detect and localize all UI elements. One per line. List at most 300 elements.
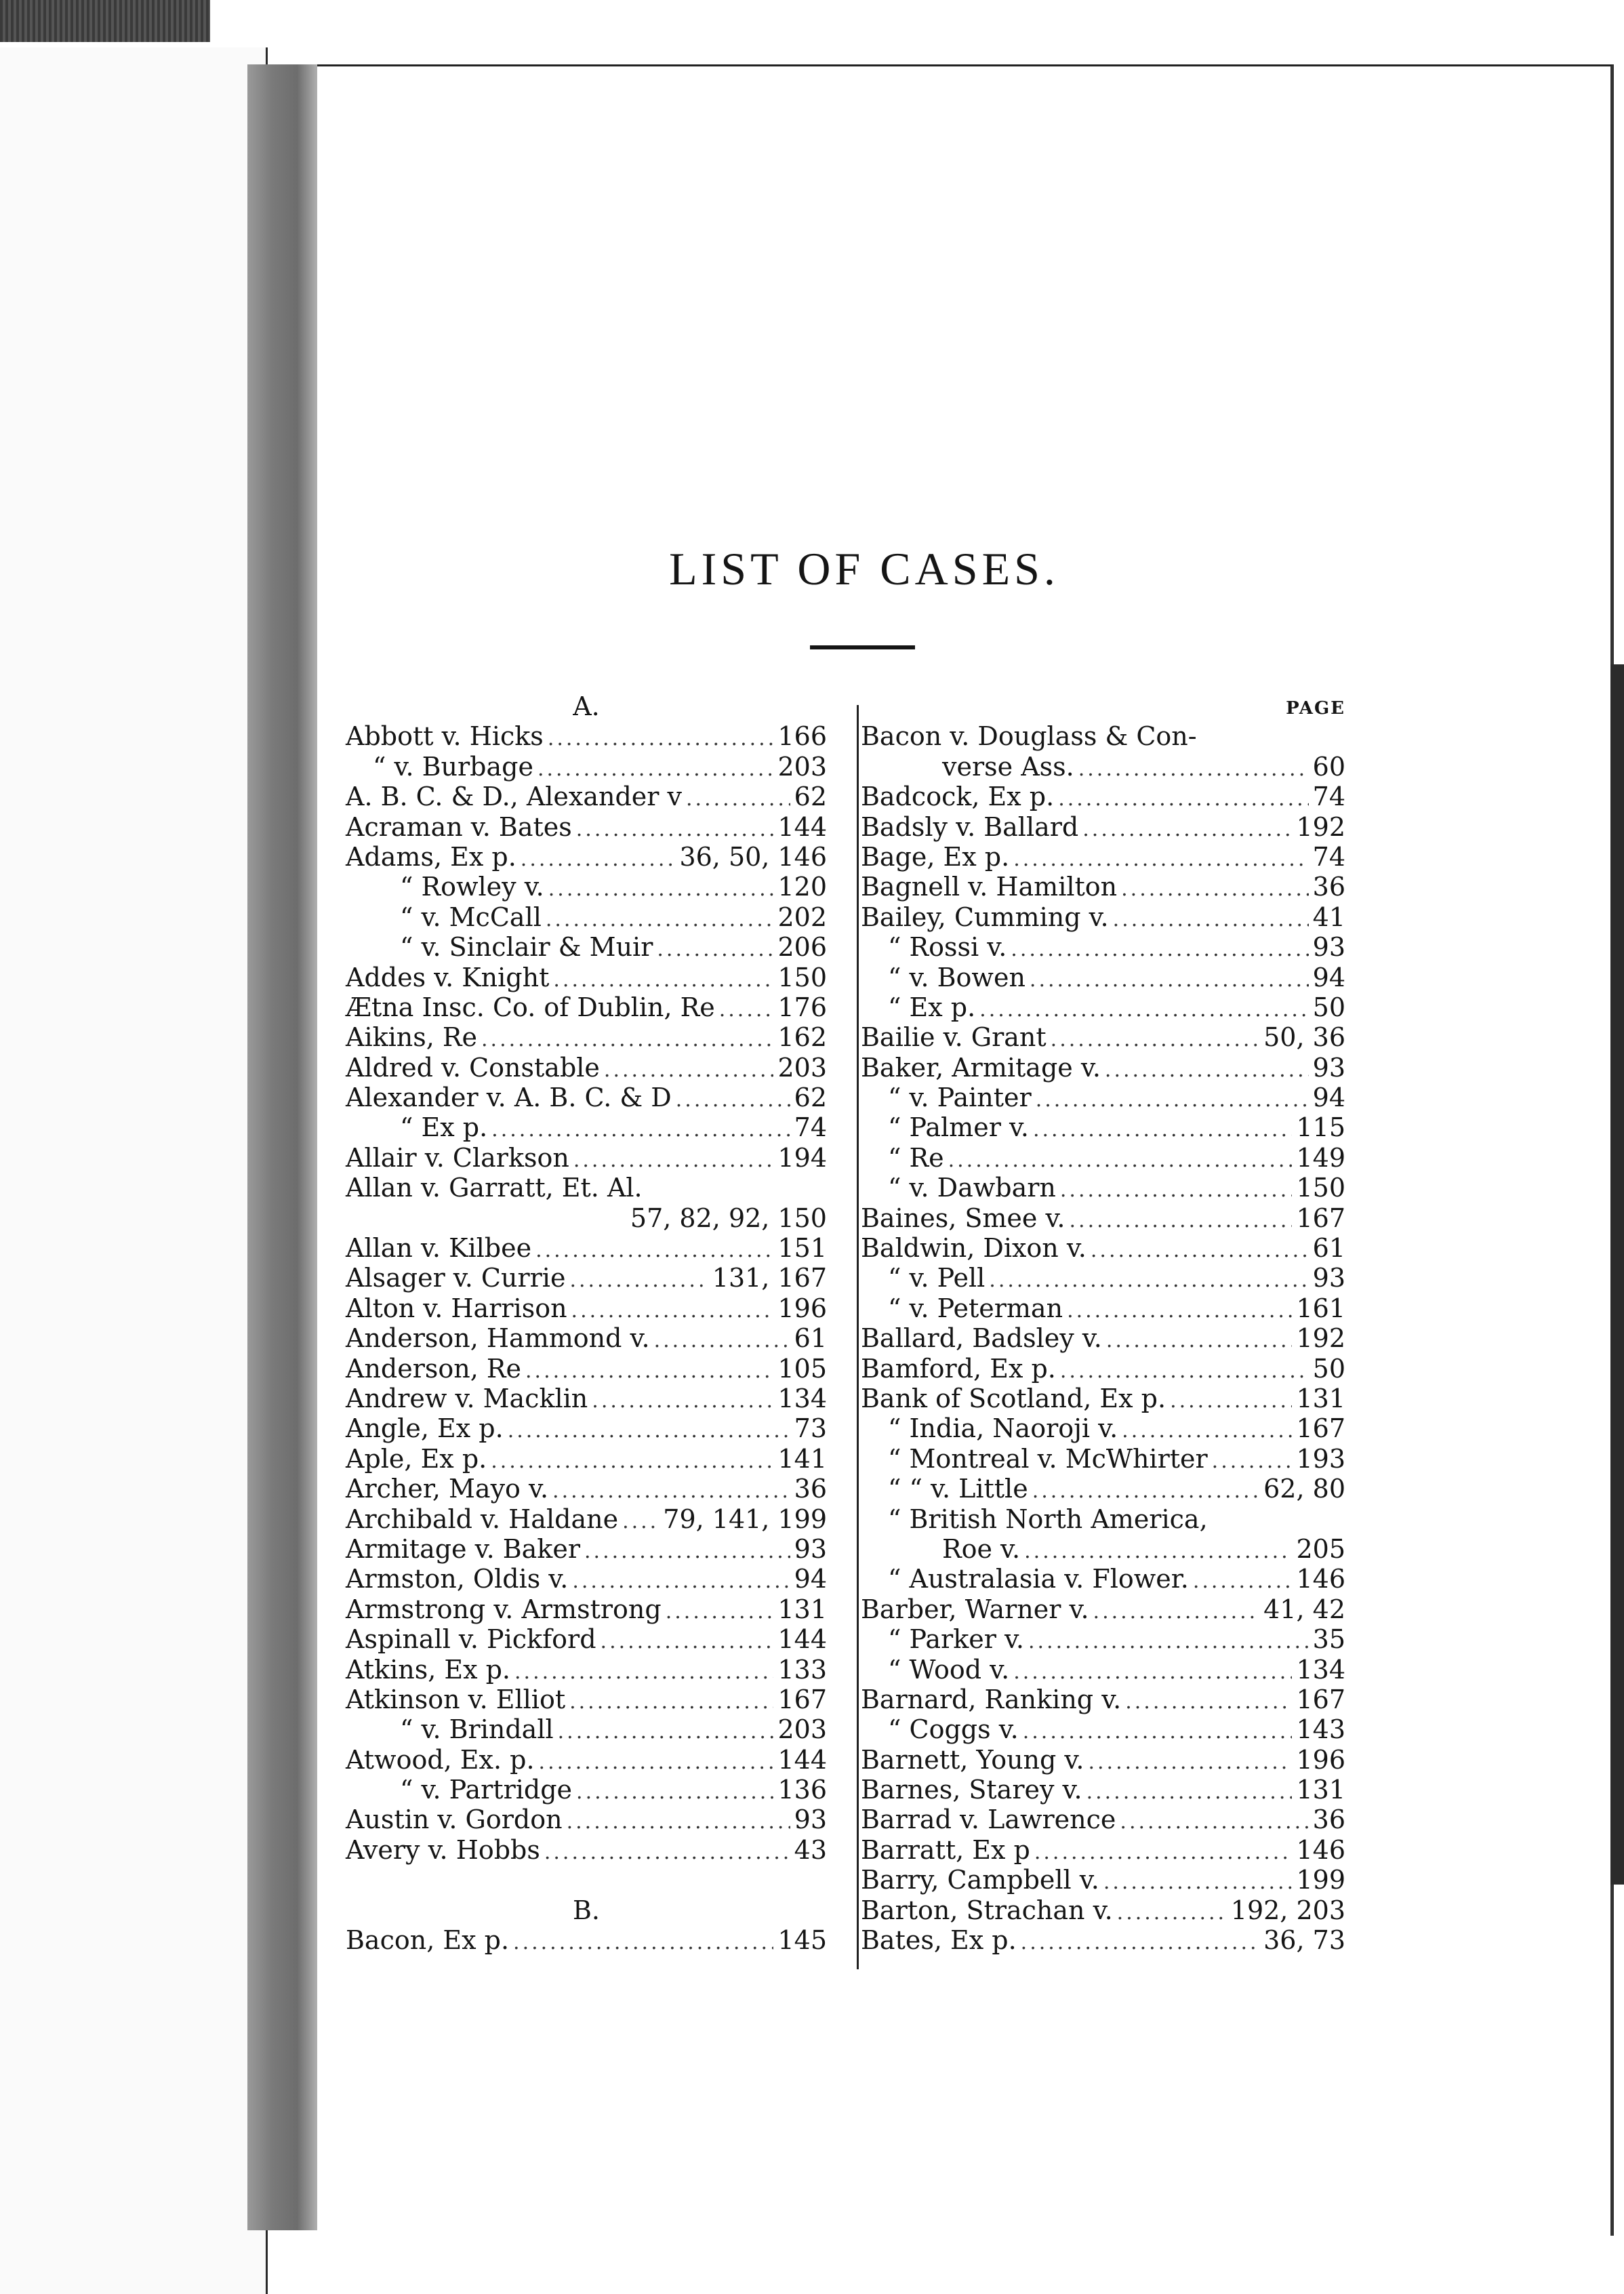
dot-leader bbox=[1121, 874, 1309, 904]
dot-leader bbox=[666, 1597, 774, 1627]
case-name: Avery v. Hobbs bbox=[346, 1834, 540, 1865]
page-number: 203 bbox=[777, 751, 827, 782]
case-name: Abbott v. Hicks bbox=[346, 721, 544, 752]
index-entry bbox=[346, 721, 827, 751]
dot-leader bbox=[1070, 1206, 1293, 1236]
page-number: 199 bbox=[1296, 1865, 1345, 1895]
dot-leader bbox=[569, 1266, 708, 1295]
page-number: 161 bbox=[1296, 1293, 1345, 1323]
case-name: Alton v. Harrison bbox=[346, 1293, 567, 1323]
section-heading-b: B. bbox=[572, 1895, 600, 1925]
dot-leader bbox=[1032, 1476, 1259, 1506]
page-number: 115 bbox=[1296, 1112, 1345, 1143]
page-number: 176 bbox=[777, 992, 827, 1022]
page-number: 61 bbox=[794, 1323, 827, 1354]
case-name: Addes v. Knight bbox=[346, 962, 550, 992]
case-name: “ v. Peterman bbox=[888, 1293, 1063, 1323]
case-name: Roe v. bbox=[942, 1533, 1021, 1564]
page-number: 162 bbox=[777, 1022, 827, 1053]
case-name: “ Palmer v. bbox=[888, 1112, 1029, 1143]
page-number: 196 bbox=[1296, 1744, 1345, 1775]
page-number: 35 bbox=[1312, 1624, 1345, 1655]
index-entry bbox=[346, 1143, 827, 1173]
case-name: Barrad v. Lawrence bbox=[861, 1805, 1116, 1835]
index-entry bbox=[346, 963, 827, 992]
dot-leader bbox=[1125, 1687, 1292, 1717]
index-entry bbox=[346, 1835, 827, 1865]
case-name: Archibald v. Haldane bbox=[346, 1504, 619, 1534]
index-entry bbox=[861, 1263, 1345, 1293]
dot-leader bbox=[1060, 1356, 1309, 1386]
index-entry bbox=[861, 963, 1345, 992]
case-name: “ Australasia v. Flower. bbox=[888, 1564, 1189, 1594]
index-entry bbox=[346, 1263, 827, 1293]
page-number: 93 bbox=[794, 1533, 827, 1564]
dot-leader bbox=[525, 1356, 773, 1386]
case-name: “ v. Bowen bbox=[888, 962, 1026, 992]
index-entry bbox=[861, 842, 1345, 872]
dot-leader bbox=[1058, 784, 1308, 814]
page-number: 36 bbox=[1312, 872, 1345, 902]
dot-leader bbox=[513, 1928, 773, 1958]
page-number: 166 bbox=[777, 721, 827, 752]
dot-leader bbox=[553, 965, 773, 995]
dot-leader bbox=[979, 995, 1308, 1025]
dot-leader bbox=[989, 1266, 1308, 1295]
page-number: 146 bbox=[1296, 1834, 1345, 1865]
case-name: “ v. Dawbarn bbox=[888, 1173, 1056, 1203]
page-number: 134 bbox=[777, 1383, 827, 1413]
case-name: Alsager v. Currie bbox=[346, 1263, 566, 1293]
index-entry bbox=[861, 932, 1345, 962]
case-name: Armstrong v. Armstrong bbox=[346, 1594, 662, 1624]
page-number: 134 bbox=[1296, 1654, 1345, 1685]
page-number: 93 bbox=[794, 1805, 827, 1835]
index-entry bbox=[346, 1022, 827, 1052]
page-number: 150 bbox=[1296, 1173, 1345, 1203]
page-number: 149 bbox=[1296, 1142, 1345, 1173]
index-entry bbox=[861, 1474, 1345, 1504]
index-entry bbox=[346, 782, 827, 811]
page-number: 73 bbox=[794, 1413, 827, 1444]
page-number: 41, 42 bbox=[1263, 1594, 1345, 1624]
case-name: Andrew v. Macklin bbox=[346, 1383, 588, 1413]
dot-leader bbox=[537, 754, 773, 784]
dot-leader bbox=[569, 1687, 773, 1717]
index-entry bbox=[861, 1143, 1345, 1173]
dot-leader bbox=[1011, 935, 1308, 965]
page-number: 50 bbox=[1312, 1353, 1345, 1384]
page-number: 93 bbox=[1312, 1052, 1345, 1083]
case-name: Bage, Ex p. bbox=[861, 841, 1010, 872]
dot-leader bbox=[558, 1717, 774, 1747]
index-entry bbox=[346, 1594, 827, 1624]
case-name: “ British North America, bbox=[888, 1504, 1208, 1534]
index-entry bbox=[346, 1444, 827, 1474]
index-entry bbox=[346, 842, 827, 872]
section-gap bbox=[346, 1865, 827, 1895]
case-name: Barton, Strachan v. bbox=[861, 1895, 1113, 1925]
dot-leader bbox=[601, 1627, 774, 1657]
index-entry bbox=[346, 1173, 827, 1203]
page-number: 131 bbox=[1296, 1775, 1345, 1805]
page-number: 62, 80 bbox=[1263, 1474, 1345, 1504]
page-number: 206 bbox=[777, 932, 827, 963]
dot-leader bbox=[535, 1236, 773, 1266]
dot-leader bbox=[1212, 1447, 1293, 1476]
page-number: 151 bbox=[777, 1233, 827, 1264]
dot-leader bbox=[676, 1085, 790, 1115]
index-entry bbox=[861, 1775, 1345, 1805]
dot-leader bbox=[686, 784, 790, 814]
index-entry bbox=[346, 1564, 827, 1594]
index-entry bbox=[861, 1173, 1345, 1203]
case-name: “ Ex p. bbox=[888, 992, 976, 1022]
case-name: Allan v. Kilbee bbox=[346, 1233, 532, 1264]
index-entry bbox=[346, 1323, 827, 1353]
page-number: 145 bbox=[777, 1925, 827, 1956]
case-name: Aple, Ex p. bbox=[346, 1443, 487, 1474]
dot-leader bbox=[1193, 1567, 1293, 1596]
case-name: “ v. Sinclair & Muir bbox=[400, 932, 653, 963]
dot-leader bbox=[1030, 965, 1309, 995]
dot-leader bbox=[1021, 1928, 1259, 1958]
index-entry bbox=[346, 1714, 827, 1744]
index-entry bbox=[346, 1775, 827, 1805]
dot-leader bbox=[719, 995, 774, 1025]
page-number: 74 bbox=[1312, 841, 1345, 872]
index-entry bbox=[861, 1835, 1345, 1865]
index-entry bbox=[861, 1714, 1345, 1744]
case-name: Barber, Warner v. bbox=[861, 1594, 1089, 1624]
dot-leader bbox=[508, 1416, 790, 1446]
dot-leader bbox=[1067, 1296, 1292, 1326]
dot-leader bbox=[491, 1447, 773, 1476]
case-name: “ v. McCall bbox=[400, 902, 542, 932]
book-gutter bbox=[247, 64, 319, 2230]
case-name: Badcock, Ex p. bbox=[861, 782, 1055, 812]
dot-leader bbox=[1103, 1868, 1293, 1897]
dot-leader bbox=[544, 1838, 790, 1868]
dot-leader bbox=[567, 1807, 790, 1837]
index-entry bbox=[861, 1323, 1345, 1353]
case-name: Barnett, Young v. bbox=[861, 1744, 1084, 1775]
index-entry bbox=[861, 1655, 1345, 1685]
dot-leader bbox=[548, 874, 774, 904]
page-number: 196 bbox=[777, 1293, 827, 1323]
dot-leader bbox=[1023, 1717, 1293, 1747]
page-number: 202 bbox=[777, 902, 827, 932]
index-entry bbox=[346, 1384, 827, 1413]
index-entry bbox=[861, 1685, 1345, 1714]
dot-leader bbox=[592, 1386, 773, 1416]
dot-leader bbox=[1122, 1416, 1292, 1446]
page-number: 133 bbox=[777, 1654, 827, 1685]
index-entry bbox=[861, 1564, 1345, 1594]
index-entry bbox=[861, 752, 1345, 782]
case-name: Aspinall v. Pickford bbox=[346, 1624, 596, 1655]
title-rule bbox=[810, 645, 915, 649]
case-name: Archer, Mayo v. bbox=[346, 1474, 549, 1504]
index-entry bbox=[861, 1022, 1345, 1052]
index-entry bbox=[346, 1655, 827, 1685]
index-entry bbox=[861, 1083, 1345, 1112]
case-name: “ v. Brindall bbox=[400, 1714, 554, 1745]
page-number: 131 bbox=[1296, 1383, 1345, 1413]
index-entry bbox=[861, 1293, 1345, 1323]
case-name: Ætna Insc. Co. of Dublin, Re bbox=[346, 992, 715, 1022]
case-name: Baker, Armitage v. bbox=[861, 1052, 1101, 1083]
case-name: Armston, Oldis v. bbox=[346, 1564, 569, 1594]
case-name: “ “ v. Little bbox=[888, 1474, 1028, 1504]
case-name: “ v. Burbage bbox=[373, 751, 533, 782]
index-entry bbox=[861, 902, 1345, 932]
dot-leader bbox=[1078, 754, 1309, 784]
dot-leader bbox=[584, 1537, 790, 1567]
index-entry bbox=[861, 1504, 1345, 1534]
case-name: Barnard, Ranking v. bbox=[861, 1684, 1122, 1714]
case-name: Bacon, Ex p. bbox=[346, 1925, 510, 1956]
case-name: “ Ex p. bbox=[400, 1112, 488, 1143]
index-entry bbox=[861, 1354, 1345, 1384]
page-number: 62 bbox=[794, 782, 827, 812]
page-number: 205 bbox=[1296, 1533, 1345, 1564]
page-number: 41 bbox=[1312, 902, 1345, 932]
case-name: Bailey, Cumming v. bbox=[861, 902, 1109, 932]
case-name: Barratt, Ex p bbox=[861, 1834, 1030, 1865]
page-number: 60 bbox=[1312, 751, 1345, 782]
case-name: Austin v. Gordon bbox=[346, 1805, 563, 1835]
case-name: Bates, Ex p. bbox=[861, 1925, 1017, 1956]
index-entry bbox=[861, 1925, 1345, 1955]
index-entry bbox=[346, 812, 827, 842]
dot-leader bbox=[948, 1146, 1293, 1175]
case-name: Anderson, Re bbox=[346, 1353, 522, 1384]
dot-leader bbox=[1087, 1777, 1293, 1807]
page-number: 43 bbox=[794, 1834, 827, 1865]
dot-leader bbox=[576, 815, 774, 845]
page-number: 131, 167 bbox=[712, 1263, 827, 1293]
case-name: “ v. Painter bbox=[888, 1083, 1032, 1113]
page-number: 94 bbox=[794, 1564, 827, 1594]
dot-leader bbox=[1088, 1748, 1292, 1777]
index-entry bbox=[346, 1053, 827, 1083]
index-entry bbox=[861, 1745, 1345, 1775]
case-name: Atkins, Ex p. bbox=[346, 1654, 511, 1685]
index-entry bbox=[346, 1805, 827, 1834]
left-index-column bbox=[346, 691, 827, 1955]
case-name: Acraman v. Bates bbox=[346, 811, 572, 842]
page-number: 150 bbox=[777, 962, 827, 992]
page-number: 192 bbox=[1296, 1323, 1345, 1354]
index-entry bbox=[861, 1534, 1345, 1564]
page-number: 141 bbox=[777, 1443, 827, 1474]
page-number: 193 bbox=[1296, 1443, 1345, 1474]
index-entry bbox=[346, 1233, 827, 1263]
index-entry bbox=[346, 1925, 827, 1955]
index-entry bbox=[346, 1203, 827, 1233]
index-entry bbox=[346, 932, 827, 962]
case-name: Bamford, Ex p. bbox=[861, 1353, 1056, 1384]
page-number: 120 bbox=[777, 872, 827, 902]
dot-leader bbox=[1036, 1085, 1309, 1115]
dot-leader bbox=[1105, 1055, 1309, 1085]
page-number: 61 bbox=[1312, 1233, 1345, 1264]
case-name: “ Wood v. bbox=[888, 1654, 1010, 1685]
index-entry bbox=[346, 1504, 827, 1534]
page-number: 167 bbox=[1296, 1203, 1345, 1233]
dot-leader bbox=[491, 1115, 790, 1145]
case-name: Angle, Ex p. bbox=[346, 1413, 504, 1444]
page-number: 36, 50, 146 bbox=[679, 841, 827, 872]
page-number: 57, 82, 92, 150 bbox=[630, 1203, 827, 1233]
index-entry bbox=[861, 1233, 1345, 1263]
case-name: Allair v. Clarkson bbox=[346, 1142, 569, 1173]
index-entry bbox=[346, 1534, 827, 1564]
index-entry bbox=[346, 1354, 827, 1384]
dot-leader bbox=[539, 1748, 774, 1777]
page-number: 79, 141, 199 bbox=[663, 1504, 827, 1534]
case-name: Ballard, Badsley v. bbox=[861, 1323, 1102, 1354]
page-number: 36 bbox=[1312, 1805, 1345, 1835]
page-number: 50, 36 bbox=[1263, 1022, 1345, 1053]
page-number: 93 bbox=[1312, 1263, 1345, 1293]
case-name: “ Rowley v. bbox=[400, 872, 544, 902]
case-name: Allan v. Garratt, Et. Al. bbox=[346, 1173, 643, 1203]
page-number: 136 bbox=[777, 1775, 827, 1805]
book-top-strip bbox=[0, 0, 210, 42]
case-name: “ v. Pell bbox=[888, 1263, 986, 1293]
page-number: 203 bbox=[777, 1052, 827, 1083]
case-name: Adams, Ex p. bbox=[346, 841, 516, 872]
dot-leader bbox=[552, 1476, 790, 1506]
dot-leader bbox=[1024, 1537, 1292, 1567]
page-number: 146 bbox=[1296, 1564, 1345, 1594]
dot-leader bbox=[514, 1657, 773, 1687]
case-name: Alexander v. A. B. C. & D bbox=[346, 1083, 672, 1113]
index-entry bbox=[346, 1112, 827, 1142]
case-name: A. B. C. & D., Alexander v bbox=[346, 782, 682, 812]
page-number: 74 bbox=[1312, 782, 1345, 812]
index-entry bbox=[861, 1805, 1345, 1834]
page-number: 94 bbox=[1312, 962, 1345, 992]
dot-leader bbox=[1060, 1175, 1293, 1205]
dot-leader bbox=[654, 1326, 790, 1356]
page-number: 93 bbox=[1312, 932, 1345, 963]
page-number: 62 bbox=[794, 1083, 827, 1113]
index-entry bbox=[861, 812, 1345, 842]
index-entry bbox=[861, 872, 1345, 902]
dot-leader bbox=[657, 935, 773, 965]
case-name: Atkinson v. Elliot bbox=[346, 1684, 566, 1714]
case-name: “ Parker v. bbox=[888, 1624, 1024, 1655]
index-entry bbox=[861, 1865, 1345, 1895]
case-name: “ Montreal v. McWhirter bbox=[888, 1443, 1208, 1474]
dot-leader bbox=[1082, 815, 1292, 845]
page-number: 74 bbox=[794, 1112, 827, 1143]
dot-leader bbox=[573, 1146, 774, 1175]
index-entry bbox=[346, 1293, 827, 1323]
page-number: 36, 73 bbox=[1263, 1925, 1345, 1956]
case-name: Aldred v. Constable bbox=[346, 1052, 600, 1083]
index-entry bbox=[861, 992, 1345, 1022]
page-title: LIST OF CASES. bbox=[669, 543, 1059, 595]
index-entry bbox=[346, 992, 827, 1022]
case-name: Barnes, Starey v. bbox=[861, 1775, 1082, 1805]
dot-leader bbox=[1117, 1898, 1227, 1928]
page-number: 194 bbox=[777, 1142, 827, 1173]
book-edge bbox=[1610, 664, 1624, 1885]
page-number: 50 bbox=[1312, 992, 1345, 1022]
case-name: “ Coggs v. bbox=[888, 1714, 1019, 1745]
dot-leader bbox=[1091, 1236, 1309, 1266]
case-name: Anderson, Hammond v. bbox=[346, 1323, 650, 1354]
index-entry bbox=[861, 1203, 1345, 1233]
index-entry bbox=[346, 1745, 827, 1775]
case-name: “ India, Naoroji v. bbox=[888, 1413, 1118, 1444]
dot-leader bbox=[1013, 845, 1308, 874]
index-entry bbox=[861, 1594, 1345, 1624]
dot-leader bbox=[546, 905, 774, 935]
case-name: Bagnell v. Hamilton bbox=[861, 872, 1118, 902]
index-entry bbox=[861, 1112, 1345, 1142]
index-entry bbox=[346, 1083, 827, 1112]
page-column-header: PAGE bbox=[1286, 698, 1345, 719]
page-number: 36 bbox=[794, 1474, 827, 1504]
case-name: Bacon v. Douglass & Con- bbox=[861, 721, 1197, 752]
dot-leader bbox=[576, 1777, 773, 1807]
index-entry bbox=[861, 1384, 1345, 1413]
index-entry bbox=[346, 1685, 827, 1714]
dot-leader bbox=[1034, 1838, 1293, 1868]
case-name: Baines, Smee v. bbox=[861, 1203, 1065, 1233]
page-number: 105 bbox=[777, 1353, 827, 1384]
dot-leader bbox=[1033, 1115, 1292, 1145]
dot-leader bbox=[1028, 1627, 1309, 1657]
dot-leader bbox=[1120, 1807, 1308, 1837]
page-number: 192, 203 bbox=[1230, 1895, 1345, 1925]
dot-leader bbox=[521, 845, 676, 874]
dot-leader bbox=[572, 1567, 790, 1596]
dot-leader bbox=[1013, 1657, 1292, 1687]
column-divider bbox=[857, 705, 859, 1969]
case-name: Armitage v. Baker bbox=[346, 1533, 580, 1564]
dot-leader bbox=[1051, 1025, 1259, 1055]
page-number: 131 bbox=[777, 1594, 827, 1624]
case-name: Atwood, Ex. p. bbox=[346, 1744, 535, 1775]
index-entry bbox=[861, 782, 1345, 811]
page-number: 203 bbox=[777, 1714, 827, 1745]
page-number: 144 bbox=[777, 811, 827, 842]
page-number: 143 bbox=[1296, 1714, 1345, 1745]
dot-leader bbox=[548, 724, 774, 754]
page-number: 167 bbox=[777, 1684, 827, 1714]
index-entry bbox=[346, 1413, 827, 1443]
page-number: 167 bbox=[1296, 1413, 1345, 1444]
case-name: “ Rossi v. bbox=[888, 932, 1007, 963]
dot-leader bbox=[1170, 1386, 1292, 1416]
case-name: Baldwin, Dixon v. bbox=[861, 1233, 1087, 1264]
dot-leader bbox=[481, 1025, 773, 1055]
page-number: 167 bbox=[1296, 1684, 1345, 1714]
index-entry bbox=[346, 752, 827, 782]
dot-leader bbox=[622, 1507, 659, 1537]
dot-leader bbox=[604, 1055, 774, 1085]
index-entry bbox=[346, 1474, 827, 1504]
right-index-column bbox=[861, 691, 1345, 1955]
index-entry bbox=[861, 721, 1345, 751]
index-entry bbox=[861, 1895, 1345, 1925]
